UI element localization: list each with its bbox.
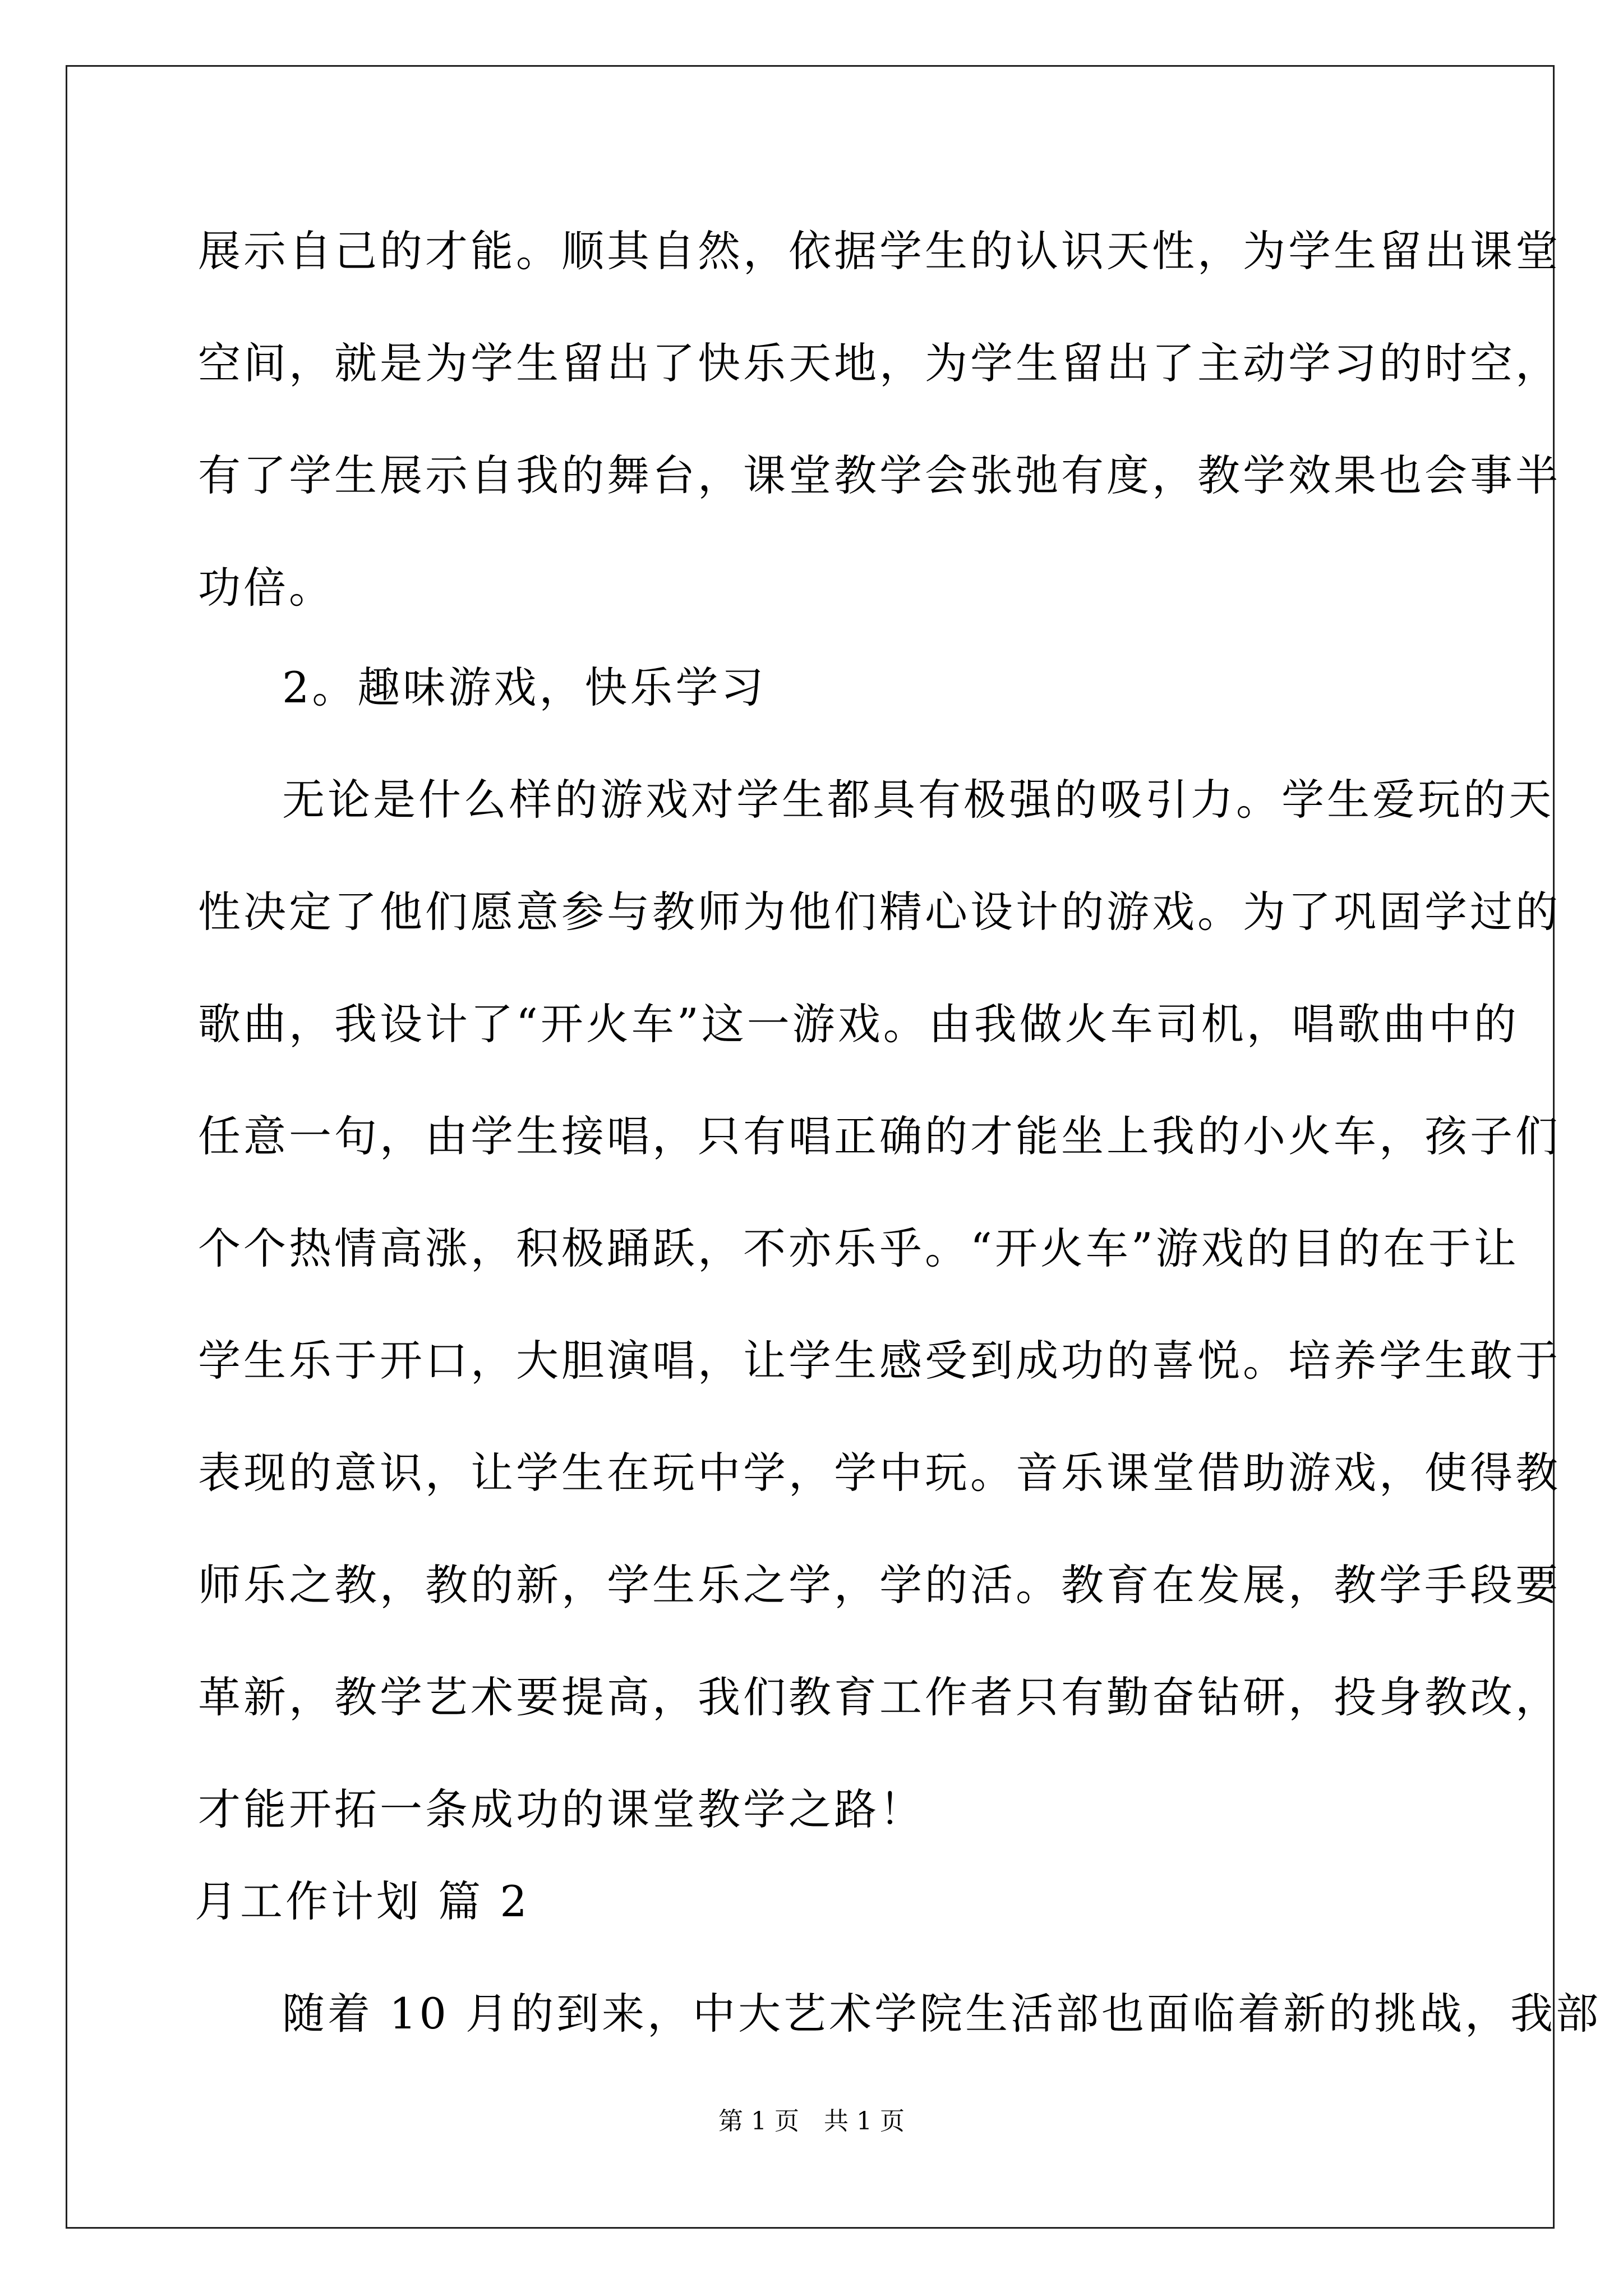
paragraph-line: 功倍。 [198, 563, 334, 613]
paragraph-line: 空间，就是为学生留出了快乐天地，为学生留出了主动学习的时空， [198, 338, 1561, 388]
paragraph-line: 展示自己的才能。顺其自然，依据学生的认识天性，为学生留出课堂 [198, 226, 1561, 276]
page-footer: 第 1 页 共 1 页 [718, 2107, 905, 2136]
section-heading: 月工作计划 篇 2 [195, 1876, 530, 1926]
paragraph-line: 有了学生展示自我的舞台，课堂教学会张弛有度，教学效果也会事半 [198, 450, 1561, 500]
paragraph-line: 随着 10 月的到来，中大艺术学院生活部也面临着新的挑战，我部 [282, 1989, 1602, 2039]
paragraph-line: 表现的意识，让学生在玩中学，学中玩。音乐课堂借助游戏，使得教 [198, 1448, 1561, 1498]
paragraph-line: 才能开拓一条成功的课堂教学之路！ [198, 1784, 925, 1834]
paragraph-line: 歌曲，我设计了“开火车”这一游戏。由我做火车司机，唱歌曲中的 [198, 999, 1519, 1049]
paragraph-line: 任意一句，由学生接唱，只有唱正确的才能坐上我的小火车，孩子们 [198, 1111, 1561, 1161]
paragraph-line: 个个热情高涨，积极踊跃，不亦乐乎。“开火车”游戏的目的在于让 [198, 1223, 1519, 1273]
subheading: 2。趣味游戏，快乐学习 [282, 662, 767, 712]
paragraph-line: 革新，教学艺术要提高，我们教育工作者只有勤奋钻研，投身教改， [198, 1672, 1561, 1722]
paragraph-line: 性决定了他们愿意参与教师为他们精心设计的游戏。为了巩固学过的 [198, 887, 1561, 937]
paragraph-line: 师乐之教，教的新，学生乐之学，学的活。教育在发展，教学手段要 [198, 1560, 1561, 1610]
paragraph-line: 无论是什么样的游戏对学生都具有极强的吸引力。学生爱玩的天 [282, 775, 1554, 825]
paragraph-line: 学生乐于开口，大胆演唱，让学生感受到成功的喜悦。培养学生敢于 [198, 1336, 1561, 1386]
